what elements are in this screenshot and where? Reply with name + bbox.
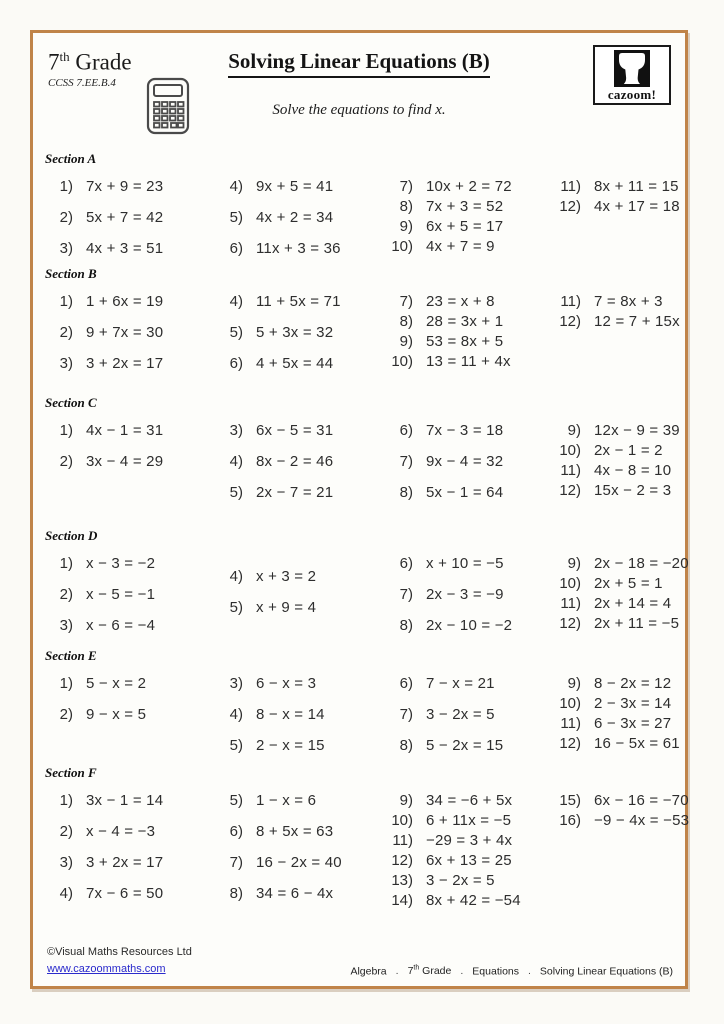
equation-number: 8) [229, 885, 243, 902]
equation-item [553, 554, 689, 573]
equation-column [385, 791, 553, 910]
equation-number: 11) [392, 832, 413, 849]
equation-item [385, 585, 553, 604]
equation-text: 5 − x = 2 [86, 675, 147, 692]
breadcrumb-item: 7th Grade [407, 964, 452, 977]
section-section-f [45, 765, 690, 910]
equation-item [45, 292, 215, 311]
equation-text: 11 + 5x = 71 [256, 293, 341, 310]
equation-column [215, 292, 385, 373]
equation-column [45, 177, 215, 258]
equation-item [385, 197, 553, 216]
equation-text: 6x − 16 = −70 [594, 792, 689, 809]
website-link[interactable]: www.cazoommaths.com [47, 962, 166, 975]
equation-item [385, 616, 553, 635]
equation-number: 11) [560, 595, 581, 612]
equation-number: 9) [567, 675, 581, 692]
equation-text: 23 = x + 8 [426, 293, 495, 310]
equation-number: 10) [559, 575, 581, 592]
equation-number: 9) [567, 422, 581, 439]
equation-item [553, 734, 680, 753]
equation-number: 11) [560, 293, 581, 310]
equation-text: 7 − x = 21 [426, 675, 495, 692]
equation-number: 12) [559, 313, 581, 330]
equation-text: 6 − 3x = 27 [594, 715, 672, 732]
equation-item [215, 791, 385, 810]
equation-text: 2x − 10 = −2 [426, 617, 513, 634]
equation-column [45, 421, 215, 471]
equation-number: 8) [399, 484, 413, 501]
grade-label [48, 49, 132, 76]
equation-number: 6) [229, 355, 243, 372]
equation-number: 2) [59, 453, 73, 470]
equation-item [385, 674, 553, 693]
equation-number: 4) [229, 706, 243, 723]
equation-item [45, 616, 215, 635]
equation-text: 2x − 1 = 2 [594, 442, 663, 459]
equation-item [215, 567, 385, 586]
equation-item [553, 197, 680, 216]
worksheet-footer [47, 944, 673, 977]
equation-number: 16) [559, 812, 581, 829]
equation-number: 13) [391, 872, 413, 889]
equation-number: 5) [229, 737, 243, 754]
equation-text: 9 + 7x = 30 [86, 324, 164, 341]
worksheet-header [45, 43, 673, 143]
equation-number: 12) [559, 482, 581, 499]
equation-text: x − 6 = −4 [86, 617, 156, 634]
equation-item [385, 705, 553, 724]
equation-item [385, 292, 553, 311]
equation-text: −29 = 3 + 4x [426, 832, 513, 849]
equation-number: 2) [59, 586, 73, 603]
equation-item [215, 705, 385, 724]
equation-number: 6) [399, 555, 413, 572]
equation-text: 1 − x = 6 [256, 792, 317, 809]
worksheet-content [33, 33, 690, 986]
equation-item [45, 585, 215, 604]
equation-item [215, 177, 385, 196]
equation-number: 11) [560, 715, 581, 732]
equation-column [553, 421, 680, 500]
equation-text: 4x + 3 = 51 [86, 240, 164, 257]
equation-item [553, 292, 680, 311]
equation-text: 6x − 5 = 31 [256, 422, 334, 439]
equation-item [385, 891, 553, 910]
section-title: Section C [45, 395, 97, 410]
equation-item [45, 791, 215, 810]
equation-column [215, 554, 385, 617]
equation-text: 11x + 3 = 36 [256, 240, 341, 257]
equation-column [385, 292, 553, 371]
breadcrumb-item: Algebra [350, 965, 387, 977]
grade-number: 7 [48, 49, 60, 75]
section-title: Section B [45, 266, 97, 281]
equation-number: 5) [229, 484, 243, 501]
equation-text: 28 = 3x + 1 [426, 313, 504, 330]
equation-number: 7) [399, 586, 413, 603]
equation-item [215, 853, 385, 872]
equation-number: 11) [560, 178, 581, 195]
equation-number: 11) [560, 462, 581, 479]
equation-text: x + 10 = −5 [426, 555, 504, 572]
equation-number: 1) [59, 178, 73, 195]
equation-text: 5 + 3x = 32 [256, 324, 334, 341]
equation-item [553, 441, 680, 460]
equation-text: 4 + 5x = 44 [256, 355, 334, 372]
equation-number: 3) [59, 240, 73, 257]
equation-item [385, 851, 553, 870]
page-title: Solving Linear Equations (B) [228, 49, 490, 78]
equation-number: 1) [59, 422, 73, 439]
section-title: Section D [45, 528, 98, 543]
equation-text: 15x − 2 = 3 [594, 482, 672, 499]
equation-text: 12 = 7 + 15x [594, 313, 680, 330]
section-section-c [45, 395, 680, 502]
equation-number: 3) [59, 854, 73, 871]
equation-item [553, 714, 680, 733]
equation-column [385, 177, 553, 256]
section-body [45, 554, 689, 635]
equation-column [385, 674, 553, 755]
equation-item [215, 598, 385, 617]
equation-item [45, 239, 215, 258]
equation-number: 4) [229, 293, 243, 310]
equation-item [385, 554, 553, 573]
section-body [45, 791, 690, 910]
equation-text: 4x + 17 = 18 [594, 198, 680, 215]
equation-text: 7x − 3 = 18 [426, 422, 504, 439]
equation-number: 8) [399, 313, 413, 330]
equation-column [553, 554, 689, 633]
cazoom-logo-mark [614, 50, 650, 87]
equation-item [385, 312, 553, 331]
equation-column [45, 292, 215, 373]
equation-item [45, 554, 215, 573]
equation-number: 12) [391, 852, 413, 869]
equation-number: 5) [229, 209, 243, 226]
equation-item [553, 791, 689, 810]
equation-text: 4x + 7 = 9 [426, 238, 495, 255]
equation-item [385, 811, 553, 830]
equation-number: 6) [229, 240, 243, 257]
equation-text: 9 − x = 5 [86, 706, 147, 723]
section-body [45, 421, 680, 502]
equation-text: 2 − 3x = 14 [594, 695, 672, 712]
equation-item [553, 574, 689, 593]
equation-number: 6) [229, 823, 243, 840]
equation-column [553, 791, 689, 830]
equation-item [553, 481, 680, 500]
equation-number: 5) [229, 792, 243, 809]
equation-number: 12) [559, 198, 581, 215]
equation-text: 2x + 5 = 1 [594, 575, 663, 592]
equation-item [215, 822, 385, 841]
equation-text: x − 3 = −2 [86, 555, 156, 572]
equation-item [45, 177, 215, 196]
equation-column [385, 554, 553, 635]
equation-column [553, 292, 680, 331]
equation-item [45, 452, 215, 471]
equation-text: 7 = 8x + 3 [594, 293, 663, 310]
equation-text: x + 9 = 4 [256, 599, 317, 616]
equation-text: 9x − 4 = 32 [426, 453, 504, 470]
equation-text: 8x + 42 = −54 [426, 892, 521, 909]
equation-item [215, 208, 385, 227]
section-title: Section F [45, 765, 97, 780]
equation-text: 6x + 13 = 25 [426, 852, 512, 869]
equation-item [385, 332, 553, 351]
equation-number: 9) [567, 555, 581, 572]
equation-item [385, 352, 553, 371]
equation-number: 2) [59, 209, 73, 226]
equation-number: 15) [559, 792, 581, 809]
equation-item [553, 421, 680, 440]
equation-text: 5x − 1 = 64 [426, 484, 504, 501]
equation-text: 6x + 5 = 17 [426, 218, 504, 235]
equation-number: 7) [399, 706, 413, 723]
equation-text: x + 3 = 2 [256, 568, 317, 585]
equation-text: x − 5 = −1 [86, 586, 156, 603]
equation-item [215, 452, 385, 471]
equation-text: 2x − 7 = 21 [256, 484, 334, 501]
equation-column [553, 674, 680, 753]
equation-text: 12x − 9 = 39 [594, 422, 680, 439]
equation-item [45, 674, 215, 693]
equation-item [45, 421, 215, 440]
ccss-standard-label: CCSS 7.EE.B.4 [48, 77, 116, 89]
instruction-text: Solve the equations to find x. [272, 102, 446, 118]
equation-column [215, 177, 385, 258]
equation-item [385, 237, 553, 256]
section-title: Section E [45, 648, 97, 663]
equation-number: 7) [399, 293, 413, 310]
equation-number: 7) [399, 453, 413, 470]
equation-text: 7x + 9 = 23 [86, 178, 164, 195]
grade-ordinal-suffix: th [59, 49, 70, 64]
equation-text: 3 − 2x = 5 [426, 872, 495, 889]
equation-text: −9 − 4x = −53 [594, 812, 690, 829]
equation-item [45, 884, 215, 903]
breadcrumb-separator: . [460, 965, 464, 977]
equation-text: 2x − 18 = −20 [594, 555, 689, 572]
equation-number: 3) [59, 617, 73, 634]
equation-number: 4) [229, 453, 243, 470]
equation-number: 14) [391, 892, 413, 909]
equation-item [553, 674, 680, 693]
equation-item [45, 208, 215, 227]
breadcrumb-separator: . [528, 965, 531, 977]
equation-number: 5) [229, 324, 243, 341]
equation-text: x − 4 = −3 [86, 823, 156, 840]
footer-left [47, 944, 192, 977]
equation-number: 7) [399, 178, 413, 195]
breadcrumb [350, 965, 673, 978]
equation-item [385, 452, 553, 471]
equation-number: 10) [391, 238, 413, 255]
equation-number: 6) [399, 422, 413, 439]
equation-number: 2) [59, 823, 73, 840]
sections [45, 151, 690, 910]
equation-number: 12) [559, 735, 581, 752]
equation-item [45, 853, 215, 872]
equation-number: 8) [399, 737, 413, 754]
equation-number: 2) [59, 706, 73, 723]
equation-text: 3 + 2x = 17 [86, 355, 164, 372]
equation-item [45, 323, 215, 342]
equation-item [215, 354, 385, 373]
equation-number: 1) [59, 555, 73, 572]
equation-text: 4x − 8 = 10 [594, 462, 672, 479]
equation-item [553, 177, 680, 196]
equation-item [215, 674, 385, 693]
equation-text: 4x − 1 = 31 [86, 422, 164, 439]
equation-text: 7x − 6 = 50 [86, 885, 164, 902]
equation-number: 9) [399, 792, 413, 809]
section-section-d [45, 528, 689, 635]
cazoom-logo-text: cazoom! [607, 87, 657, 102]
equation-text: 10x + 2 = 72 [426, 178, 512, 195]
grade-word: Grade [69, 49, 132, 75]
equation-item [553, 811, 689, 830]
equation-item [553, 614, 689, 633]
equation-item [385, 421, 553, 440]
equation-number: 10) [559, 695, 581, 712]
equation-number: 10) [391, 353, 413, 370]
equation-number: 12) [559, 615, 581, 632]
equation-text: 8 + 5x = 63 [256, 823, 334, 840]
equation-item [553, 694, 680, 713]
equation-item [215, 239, 385, 258]
equation-item [553, 312, 680, 331]
equation-number: 7) [229, 854, 243, 871]
equation-text: 9x + 5 = 41 [256, 178, 334, 195]
equation-text: 16 − 5x = 61 [594, 735, 680, 752]
equation-number: 9) [399, 333, 413, 350]
equation-item [385, 791, 553, 810]
section-body [45, 674, 680, 755]
equation-text: 5x + 7 = 42 [86, 209, 164, 226]
equation-number: 4) [229, 178, 243, 195]
equation-text: 5 − 2x = 15 [426, 737, 504, 754]
equation-column [45, 791, 215, 903]
equation-text: 4x + 2 = 34 [256, 209, 334, 226]
equation-number: 3) [229, 675, 243, 692]
equation-text: 2x + 14 = 4 [594, 595, 672, 612]
equation-text: 3 − 2x = 5 [426, 706, 495, 723]
equation-text: 34 = −6 + 5x [426, 792, 513, 809]
equation-item [553, 461, 680, 480]
worksheet-frame [30, 30, 688, 989]
section-title: Section A [45, 151, 97, 166]
equation-number: 5) [229, 599, 243, 616]
copyright-text: ©Visual Maths Resources Ltd [47, 946, 192, 958]
equation-number: 10) [391, 812, 413, 829]
equation-item [215, 421, 385, 440]
equation-text: 13 = 11 + 4x [426, 353, 511, 370]
equation-item [45, 354, 215, 373]
equation-item [385, 177, 553, 196]
equation-text: 34 = 6 − 4x [256, 885, 334, 902]
equation-text: 8 − x = 14 [256, 706, 325, 723]
equation-text: 3x − 4 = 29 [86, 453, 164, 470]
equation-column [45, 674, 215, 724]
equation-number: 1) [59, 675, 73, 692]
section-section-a [45, 151, 680, 258]
equation-text: 6 − x = 3 [256, 675, 317, 692]
equation-item [385, 831, 553, 850]
equation-column [385, 421, 553, 502]
equation-item [215, 323, 385, 342]
equation-number: 1) [59, 792, 73, 809]
equation-item [215, 292, 385, 311]
equation-number: 9) [399, 218, 413, 235]
breadcrumb-item: Equations [472, 965, 519, 977]
section-body [45, 177, 680, 258]
equation-item [45, 822, 215, 841]
breadcrumb-separator: . [395, 965, 399, 977]
equation-item [385, 483, 553, 502]
equation-text: 2x − 3 = −9 [426, 586, 504, 603]
equation-number: 4) [229, 568, 243, 585]
equation-column [215, 791, 385, 903]
equation-text: 2x + 11 = −5 [594, 615, 680, 632]
equation-item [385, 736, 553, 755]
equation-item [215, 736, 385, 755]
cazoom-logo [593, 45, 671, 105]
equation-text: 6 + 11x = −5 [426, 812, 512, 829]
equation-number: 1) [59, 293, 73, 310]
equation-number: 2) [59, 324, 73, 341]
equation-item [215, 884, 385, 903]
equation-text: 7x + 3 = 52 [426, 198, 504, 215]
equation-item [215, 483, 385, 502]
equation-text: 3x − 1 = 14 [86, 792, 164, 809]
equation-item [385, 871, 553, 890]
equation-text: 3 + 2x = 17 [86, 854, 164, 871]
breadcrumb-item: Solving Linear Equations (B) [539, 965, 673, 977]
equation-text: 53 = 8x + 5 [426, 333, 504, 350]
section-section-e [45, 648, 680, 755]
equation-number: 6) [399, 675, 413, 692]
equation-text: 8x + 11 = 15 [594, 178, 679, 195]
equation-text: 16 − 2x = 40 [256, 854, 342, 871]
title-block [149, 49, 569, 119]
equation-number: 8) [399, 617, 413, 634]
equation-text: 8x − 2 = 46 [256, 453, 334, 470]
equation-item [553, 594, 689, 613]
equation-number: 3) [229, 422, 243, 439]
equation-number: 10) [559, 442, 581, 459]
equation-column [45, 554, 215, 635]
section-section-b [45, 266, 680, 373]
equation-column [553, 177, 680, 216]
equation-item [45, 705, 215, 724]
equation-item [385, 217, 553, 236]
section-body [45, 292, 680, 373]
equation-number: 4) [59, 885, 73, 902]
equation-number: 3) [59, 355, 73, 372]
equation-column [215, 674, 385, 755]
equation-text: 8 − 2x = 12 [594, 675, 672, 692]
equation-text: 1 + 6x = 19 [86, 293, 164, 310]
equation-text: 2 − x = 15 [256, 737, 325, 754]
equation-number: 8) [399, 198, 413, 215]
equation-column [215, 421, 385, 502]
